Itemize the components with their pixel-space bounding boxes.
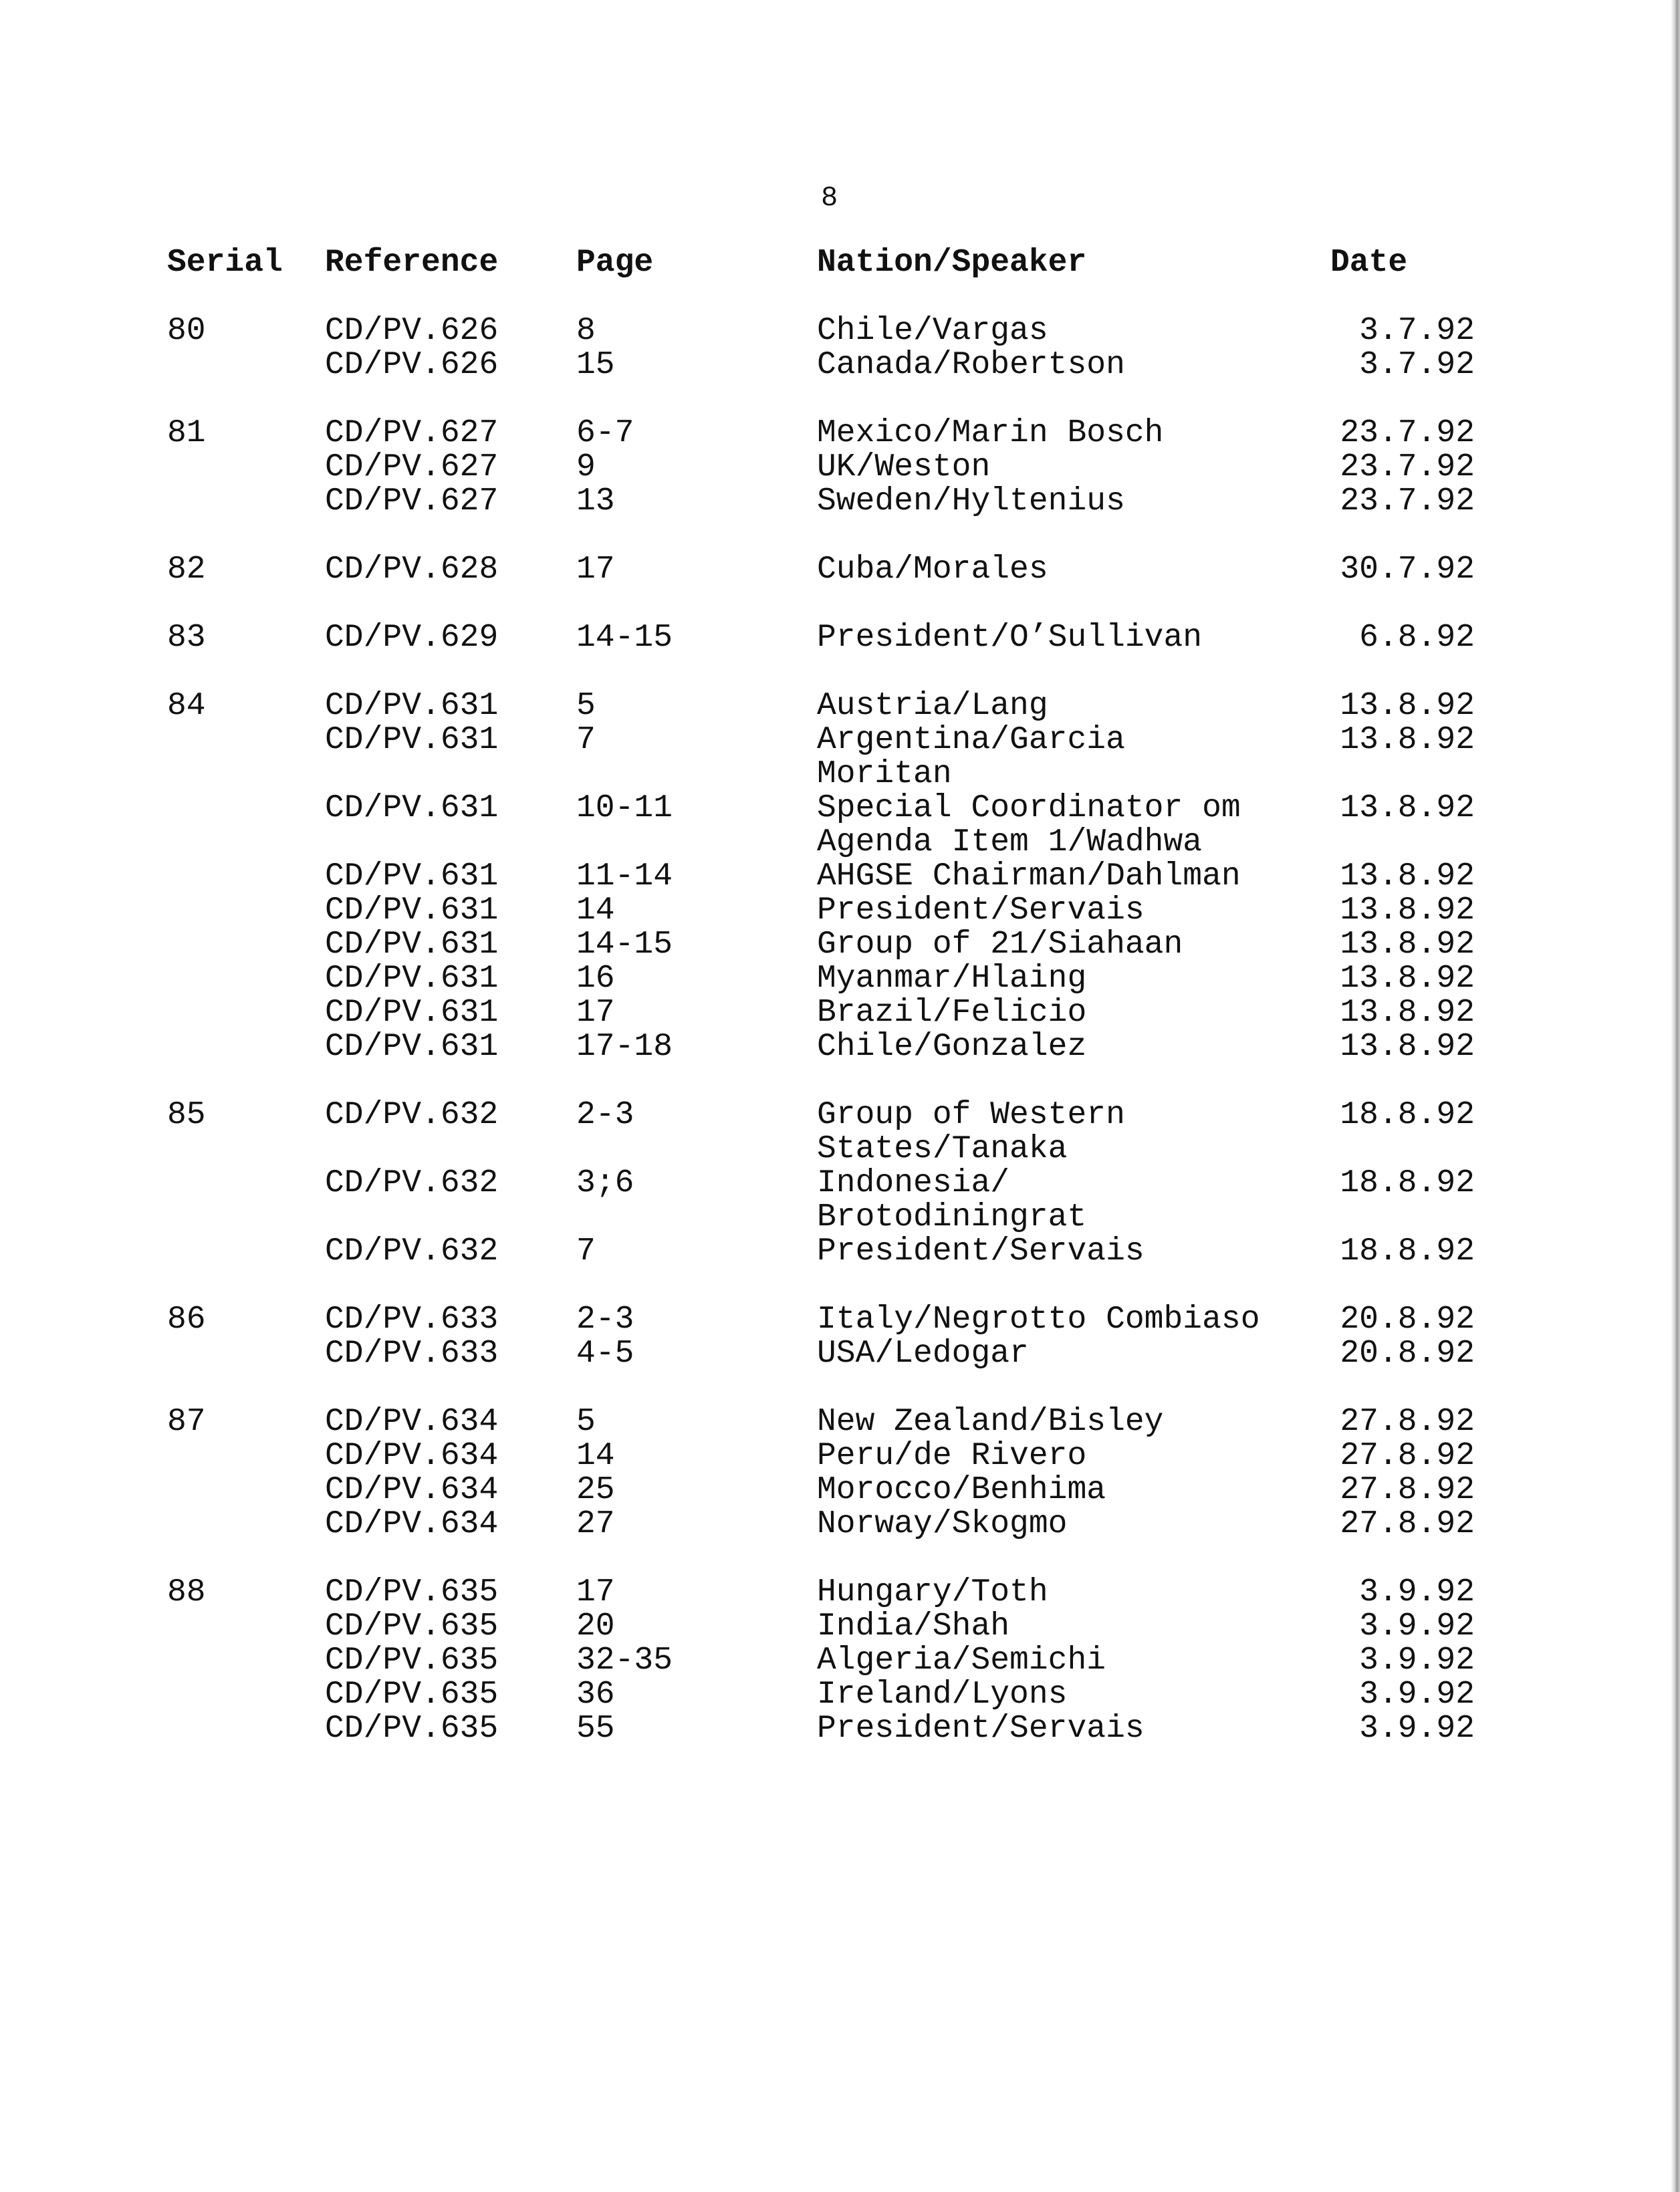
page-cell: 6-7 bbox=[576, 415, 634, 451]
nation-speaker-cell: Peru/de Rivero bbox=[817, 1438, 1087, 1474]
serial-cell: 83 bbox=[167, 620, 206, 656]
page-cell: 36 bbox=[576, 1677, 615, 1713]
reference-cell: CD/PV.627 bbox=[325, 449, 499, 485]
page-cell: 55 bbox=[576, 1711, 615, 1747]
reference-cell: CD/PV.631 bbox=[325, 722, 499, 758]
date-cell: 3.9.92 bbox=[1359, 1608, 1475, 1645]
nation-speaker-cell: Argentina/Garcia bbox=[817, 722, 1125, 758]
reference-cell: CD/PV.631 bbox=[325, 961, 499, 997]
nation-speaker-cell: Norway/Skogmo bbox=[817, 1506, 1068, 1542]
reference-cell: CD/PV.626 bbox=[325, 313, 499, 349]
nation-speaker-cell: Brazil/Felicio bbox=[817, 995, 1087, 1031]
header-nation-speaker: Nation/Speaker bbox=[817, 245, 1087, 281]
reference-cell: CD/PV.635 bbox=[325, 1711, 499, 1747]
date-cell: 23.7.92 bbox=[1340, 483, 1475, 519]
date-cell: 27.8.92 bbox=[1340, 1506, 1475, 1542]
reference-cell: CD/PV.634 bbox=[325, 1472, 499, 1508]
nation-speaker-cell: President/Servais bbox=[817, 1711, 1145, 1747]
page-cell: 17-18 bbox=[576, 1029, 673, 1065]
nation-speaker-cell: Group of 21/Siahaan bbox=[817, 927, 1183, 963]
reference-cell: CD/PV.635 bbox=[325, 1677, 499, 1713]
reference-cell: CD/PV.632 bbox=[325, 1165, 499, 1201]
page-cell: 2-3 bbox=[576, 1097, 634, 1133]
date-cell: 3.7.92 bbox=[1359, 347, 1475, 383]
nation-speaker-cell: India/Shah bbox=[817, 1608, 1010, 1645]
date-cell: 27.8.92 bbox=[1340, 1404, 1475, 1440]
date-cell: 20.8.92 bbox=[1340, 1302, 1475, 1338]
reference-cell: CD/PV.631 bbox=[325, 1029, 499, 1065]
date-cell: 30.7.92 bbox=[1340, 552, 1475, 588]
reference-cell: CD/PV.634 bbox=[325, 1404, 499, 1440]
nation-speaker-cell: Algeria/Semichi bbox=[817, 1642, 1106, 1679]
reference-cell: CD/PV.627 bbox=[325, 415, 499, 451]
date-cell: 13.8.92 bbox=[1340, 858, 1475, 894]
scanned-page-edge bbox=[1671, 0, 1680, 2192]
reference-cell: CD/PV.631 bbox=[325, 927, 499, 963]
serial-cell: 84 bbox=[167, 688, 206, 724]
date-cell: 13.8.92 bbox=[1340, 722, 1475, 758]
reference-cell: CD/PV.632 bbox=[325, 1233, 499, 1269]
page-cell: 7 bbox=[576, 722, 596, 758]
page-cell: 20 bbox=[576, 1608, 615, 1645]
page-number: 8 bbox=[821, 182, 838, 214]
nation-speaker-cell: President/Servais bbox=[817, 892, 1145, 929]
reference-cell: CD/PV.634 bbox=[325, 1438, 499, 1474]
header-reference: Reference bbox=[325, 245, 499, 281]
nation-speaker-cell: President/O’Sullivan bbox=[817, 620, 1203, 656]
reference-cell: CD/PV.633 bbox=[325, 1336, 499, 1372]
reference-cell: CD/PV.631 bbox=[325, 892, 499, 929]
reference-cell: CD/PV.635 bbox=[325, 1642, 499, 1679]
reference-cell: CD/PV.635 bbox=[325, 1574, 499, 1610]
page-cell: 17 bbox=[576, 552, 615, 588]
date-cell: 13.8.92 bbox=[1340, 790, 1475, 826]
page-cell: 2-3 bbox=[576, 1302, 634, 1338]
date-cell: 13.8.92 bbox=[1340, 961, 1475, 997]
reference-cell: CD/PV.634 bbox=[325, 1506, 499, 1542]
page-cell: 25 bbox=[576, 1472, 615, 1508]
reference-cell: CD/PV.629 bbox=[325, 620, 499, 656]
reference-cell: CD/PV.628 bbox=[325, 552, 499, 588]
nation-speaker-cell: Agenda Item 1/Wadhwa bbox=[817, 824, 1203, 860]
reference-cell: CD/PV.631 bbox=[325, 858, 499, 894]
reference-cell: CD/PV.632 bbox=[325, 1097, 499, 1133]
reference-cell: CD/PV.631 bbox=[325, 688, 499, 724]
reference-cell: CD/PV.631 bbox=[325, 790, 499, 826]
serial-cell: 81 bbox=[167, 415, 206, 451]
date-cell: 6.8.92 bbox=[1359, 620, 1475, 656]
date-cell: 13.8.92 bbox=[1340, 927, 1475, 963]
serial-cell: 88 bbox=[167, 1574, 206, 1610]
nation-speaker-cell: Hungary/Toth bbox=[817, 1574, 1048, 1610]
date-cell: 13.8.92 bbox=[1340, 1029, 1475, 1065]
header-date: Date bbox=[1330, 245, 1408, 281]
date-cell: 20.8.92 bbox=[1340, 1336, 1475, 1372]
page-cell: 14 bbox=[576, 892, 615, 929]
nation-speaker-cell: States/Tanaka bbox=[817, 1131, 1068, 1167]
nation-speaker-cell: Morocco/Benhima bbox=[817, 1472, 1106, 1508]
nation-speaker-cell: Group of Western bbox=[817, 1097, 1125, 1133]
nation-speaker-cell: AHGSE Chairman/Dahlman bbox=[817, 858, 1241, 894]
nation-speaker-cell: Austria/Lang bbox=[817, 688, 1048, 724]
nation-speaker-cell: Ireland/Lyons bbox=[817, 1677, 1068, 1713]
date-cell: 13.8.92 bbox=[1340, 995, 1475, 1031]
reference-cell: CD/PV.631 bbox=[325, 995, 499, 1031]
nation-speaker-cell: Italy/Negrotto Combiaso bbox=[817, 1302, 1260, 1338]
nation-speaker-cell: Myanmar/Hlaing bbox=[817, 961, 1087, 997]
reference-cell: CD/PV.633 bbox=[325, 1302, 499, 1338]
nation-speaker-cell: Chile/Vargas bbox=[817, 313, 1048, 349]
page-cell: 15 bbox=[576, 347, 615, 383]
serial-cell: 80 bbox=[167, 313, 206, 349]
nation-speaker-cell: USA/Ledogar bbox=[817, 1336, 1029, 1372]
page-cell: 16 bbox=[576, 961, 615, 997]
date-cell: 13.8.92 bbox=[1340, 892, 1475, 929]
page-cell: 10-11 bbox=[576, 790, 673, 826]
date-cell: 3.9.92 bbox=[1359, 1642, 1475, 1679]
nation-speaker-cell: Moritan bbox=[817, 756, 952, 792]
header-serial: Serial bbox=[167, 245, 283, 281]
nation-speaker-cell: Brotodiningrat bbox=[817, 1199, 1087, 1235]
nation-speaker-cell: Cuba/Morales bbox=[817, 552, 1048, 588]
nation-speaker-cell: Mexico/Marin Bosch bbox=[817, 415, 1164, 451]
date-cell: 3.9.92 bbox=[1359, 1677, 1475, 1713]
page-cell: 14-15 bbox=[576, 927, 673, 963]
page-cell: 9 bbox=[576, 449, 596, 485]
page-cell: 5 bbox=[576, 1404, 596, 1440]
date-cell: 23.7.92 bbox=[1340, 449, 1475, 485]
nation-speaker-cell: Indonesia/ bbox=[817, 1165, 1010, 1201]
page-cell: 27 bbox=[576, 1506, 615, 1542]
date-cell: 13.8.92 bbox=[1340, 688, 1475, 724]
page-cell: 32-35 bbox=[576, 1642, 673, 1679]
nation-speaker-cell: Canada/Robertson bbox=[817, 347, 1125, 383]
page-cell: 13 bbox=[576, 483, 615, 519]
page-cell: 14 bbox=[576, 1438, 615, 1474]
nation-speaker-cell: President/Servais bbox=[817, 1233, 1145, 1269]
page-cell: 14-15 bbox=[576, 620, 673, 656]
header-page: Page bbox=[576, 245, 654, 281]
date-cell: 3.7.92 bbox=[1359, 313, 1475, 349]
nation-speaker-cell: Special Coordinator om bbox=[817, 790, 1241, 826]
page-cell: 8 bbox=[576, 313, 596, 349]
nation-speaker-cell: New Zealand/Bisley bbox=[817, 1404, 1164, 1440]
serial-cell: 87 bbox=[167, 1404, 206, 1440]
page-cell: 3;6 bbox=[576, 1165, 634, 1201]
date-cell: 27.8.92 bbox=[1340, 1438, 1475, 1474]
page-cell: 11-14 bbox=[576, 858, 673, 894]
nation-speaker-cell: UK/Weston bbox=[817, 449, 991, 485]
serial-cell: 82 bbox=[167, 552, 206, 588]
reference-cell: CD/PV.627 bbox=[325, 483, 499, 519]
page-cell: 4-5 bbox=[576, 1336, 634, 1372]
date-cell: 18.8.92 bbox=[1340, 1165, 1475, 1201]
date-cell: 18.8.92 bbox=[1340, 1097, 1475, 1133]
date-cell: 23.7.92 bbox=[1340, 415, 1475, 451]
page-cell: 5 bbox=[576, 688, 596, 724]
reference-cell: CD/PV.635 bbox=[325, 1608, 499, 1645]
reference-cell: CD/PV.626 bbox=[325, 347, 499, 383]
nation-speaker-cell: Chile/Gonzalez bbox=[817, 1029, 1087, 1065]
date-cell: 27.8.92 bbox=[1340, 1472, 1475, 1508]
page-cell: 17 bbox=[576, 1574, 615, 1610]
page-cell: 7 bbox=[576, 1233, 596, 1269]
serial-cell: 85 bbox=[167, 1097, 206, 1133]
nation-speaker-cell: Sweden/Hyltenius bbox=[817, 483, 1125, 519]
date-cell: 3.9.92 bbox=[1359, 1574, 1475, 1610]
page-cell: 17 bbox=[576, 995, 615, 1031]
date-cell: 3.9.92 bbox=[1359, 1711, 1475, 1747]
date-cell: 18.8.92 bbox=[1340, 1233, 1475, 1269]
serial-cell: 86 bbox=[167, 1302, 206, 1338]
